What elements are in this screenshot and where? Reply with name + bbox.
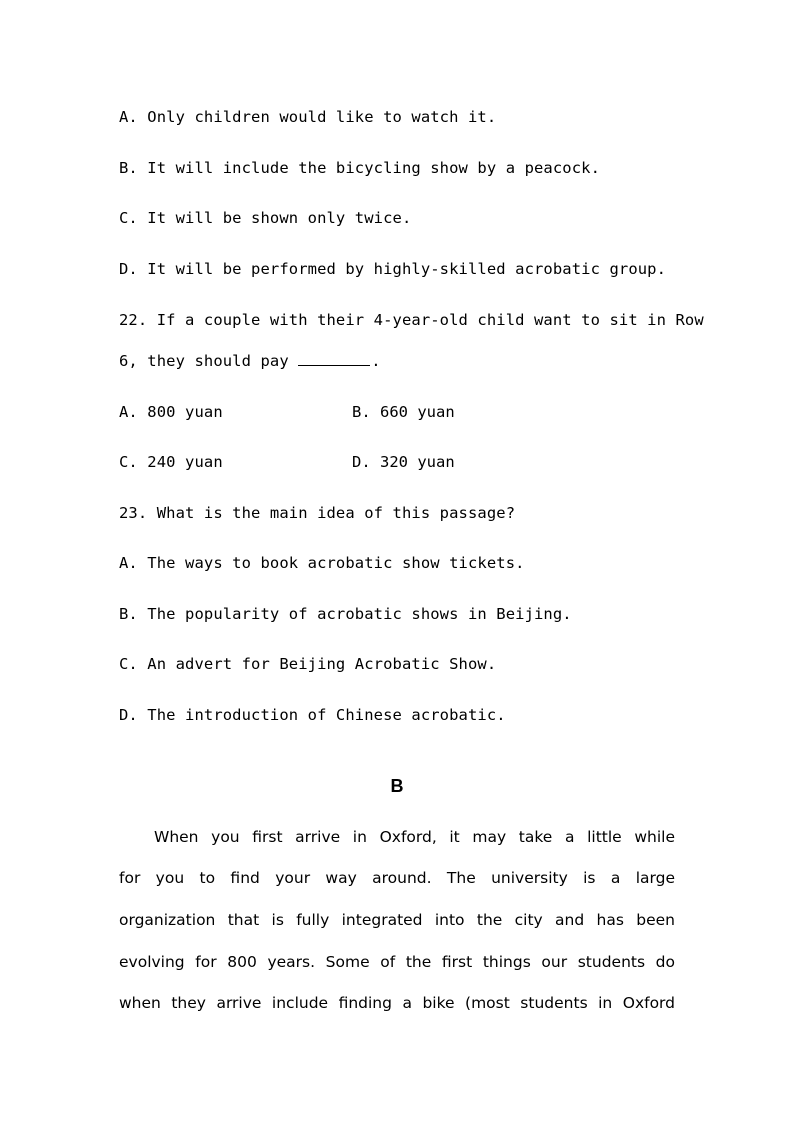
section-title: B bbox=[390, 776, 404, 796]
q22-stem-text: 6, they should pay bbox=[119, 352, 299, 370]
q21-option-a: A. Only children would like to watch it. bbox=[119, 108, 497, 126]
q22-option-a: A. 800 yuan bbox=[119, 403, 223, 421]
q23-option-a: A. The ways to book acrobatic show tickets. bbox=[119, 554, 525, 572]
q22-stem-end: . bbox=[371, 352, 381, 370]
passage-line: When you first arrive in Oxford, it may take a little while bbox=[154, 828, 675, 846]
q22-option-d: D. 320 yuan bbox=[352, 453, 455, 471]
q22-stem-line2 bbox=[119, 351, 381, 371]
passage-line: when they arrive include finding a bike (most students in Oxford bbox=[119, 994, 675, 1012]
q21-option-b: B. It will include the bicycling show by a peacock. bbox=[119, 159, 601, 177]
answer-blank bbox=[298, 351, 370, 366]
passage-line: organization that is fully integrated into the city and has been bbox=[119, 911, 675, 929]
q22-option-c: C. 240 yuan bbox=[119, 453, 223, 471]
q21-option-d: D. It will be performed by highly-skilled acrobatic group. bbox=[119, 260, 667, 278]
q22-stem-line1: 22. If a couple with their 4-year-old child want to sit in Row bbox=[119, 311, 704, 329]
q23-option-d: D. The introduction of Chinese acrobatic. bbox=[119, 706, 506, 724]
q23-option-b: B. The popularity of acrobatic shows in Beijing. bbox=[119, 605, 572, 623]
passage-line: evolving for 800 years. Some of the first things our students do bbox=[119, 953, 675, 971]
q21-option-c: C. It will be shown only twice. bbox=[119, 209, 412, 227]
q22-option-b: B. 660 yuan bbox=[352, 403, 455, 421]
q23-option-c: C. An advert for Beijing Acrobatic Show. bbox=[119, 655, 497, 673]
q23-stem: 23. What is the main idea of this passage? bbox=[119, 504, 516, 522]
passage-line: for you to find your way around. The university is a large bbox=[119, 869, 675, 887]
